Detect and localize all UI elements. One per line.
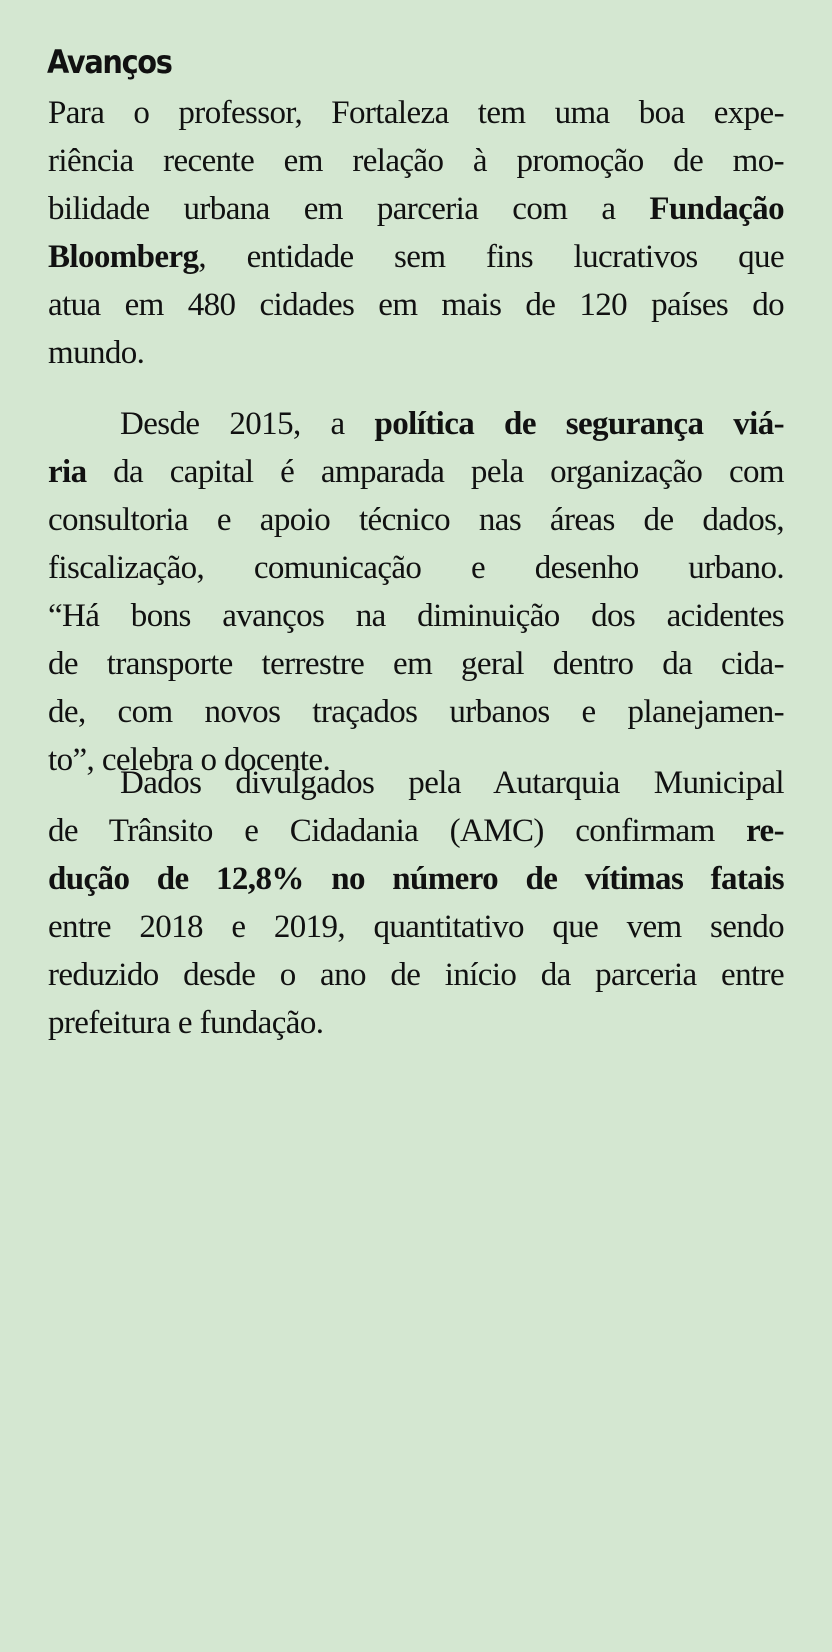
text-run: Dados divulgados pela Autarquia Municipal: [120, 765, 784, 801]
bold-text: política de segurança viá-: [374, 406, 785, 442]
text-line: [48, 448, 784, 496]
bold-text: Bloomberg: [48, 239, 199, 275]
text-line: [48, 281, 784, 329]
bold-text: dução de 12,8% no número de vítimas fatais: [48, 861, 784, 897]
text-run: Para o professor, Fortaleza tem uma boa expe-: [48, 95, 784, 131]
text-line: [48, 759, 784, 807]
text-line: [48, 951, 784, 999]
text-run: atua em 480 cidades em mais de 120 países do: [48, 287, 784, 323]
text-run: riência recente em relação à promoção de mo-: [48, 143, 784, 179]
text-line: [48, 137, 784, 185]
text-line: [48, 329, 784, 377]
text-run: Desde 2015, a: [120, 406, 375, 442]
text-run: consultoria e apoio técnico nas áreas de dados,: [48, 502, 784, 538]
text-run: mundo.: [48, 335, 145, 371]
text-line: [48, 999, 784, 1047]
text-run: da capital é amparada pela organização com: [86, 454, 784, 490]
text-line: [48, 592, 784, 640]
bold-text: Fundação: [649, 191, 784, 227]
text-run: entre 2018 e 2019, quantitativo que vem sendo: [48, 909, 784, 945]
bold-text: ria: [48, 454, 87, 490]
text-run: fiscalização, comunicação e desenho urbano.: [48, 550, 784, 586]
text-run: prefeitura e fundação.: [48, 1005, 324, 1041]
text-run: “Há bons avanços na diminuição dos acidentes: [48, 598, 784, 634]
text-line: [48, 903, 784, 951]
text-run: to”, celebra o docente.: [48, 742, 331, 778]
text-line: [48, 640, 784, 688]
text-run: , entidade sem fins lucrativos que: [198, 239, 784, 275]
text-run: de Trânsito e Cidadania (AMC) confirmam: [48, 813, 747, 849]
text-line: [48, 496, 784, 544]
paragraph-1: [48, 89, 784, 377]
text-line: [48, 185, 784, 233]
text-line: [48, 807, 784, 855]
text-run: de, com novos traçados urbanos e planejamen-: [48, 694, 784, 730]
text-run: de transporte terrestre em geral dentro da cida-: [48, 646, 784, 682]
text-line: [48, 400, 784, 448]
text-line: [48, 89, 784, 137]
text-line: [48, 855, 784, 903]
text-run: reduzido desde o ano de início da parceria entre: [48, 957, 784, 993]
paragraph-3: [48, 759, 784, 1047]
section-heading: Avanços: [47, 43, 172, 81]
text-run: bilidade urbana em parceria com a: [48, 191, 650, 227]
text-line: [48, 233, 784, 281]
text-line: [48, 544, 784, 592]
text-line: [48, 688, 784, 736]
paragraph-2: [48, 400, 784, 784]
bold-text: re-: [746, 813, 784, 849]
